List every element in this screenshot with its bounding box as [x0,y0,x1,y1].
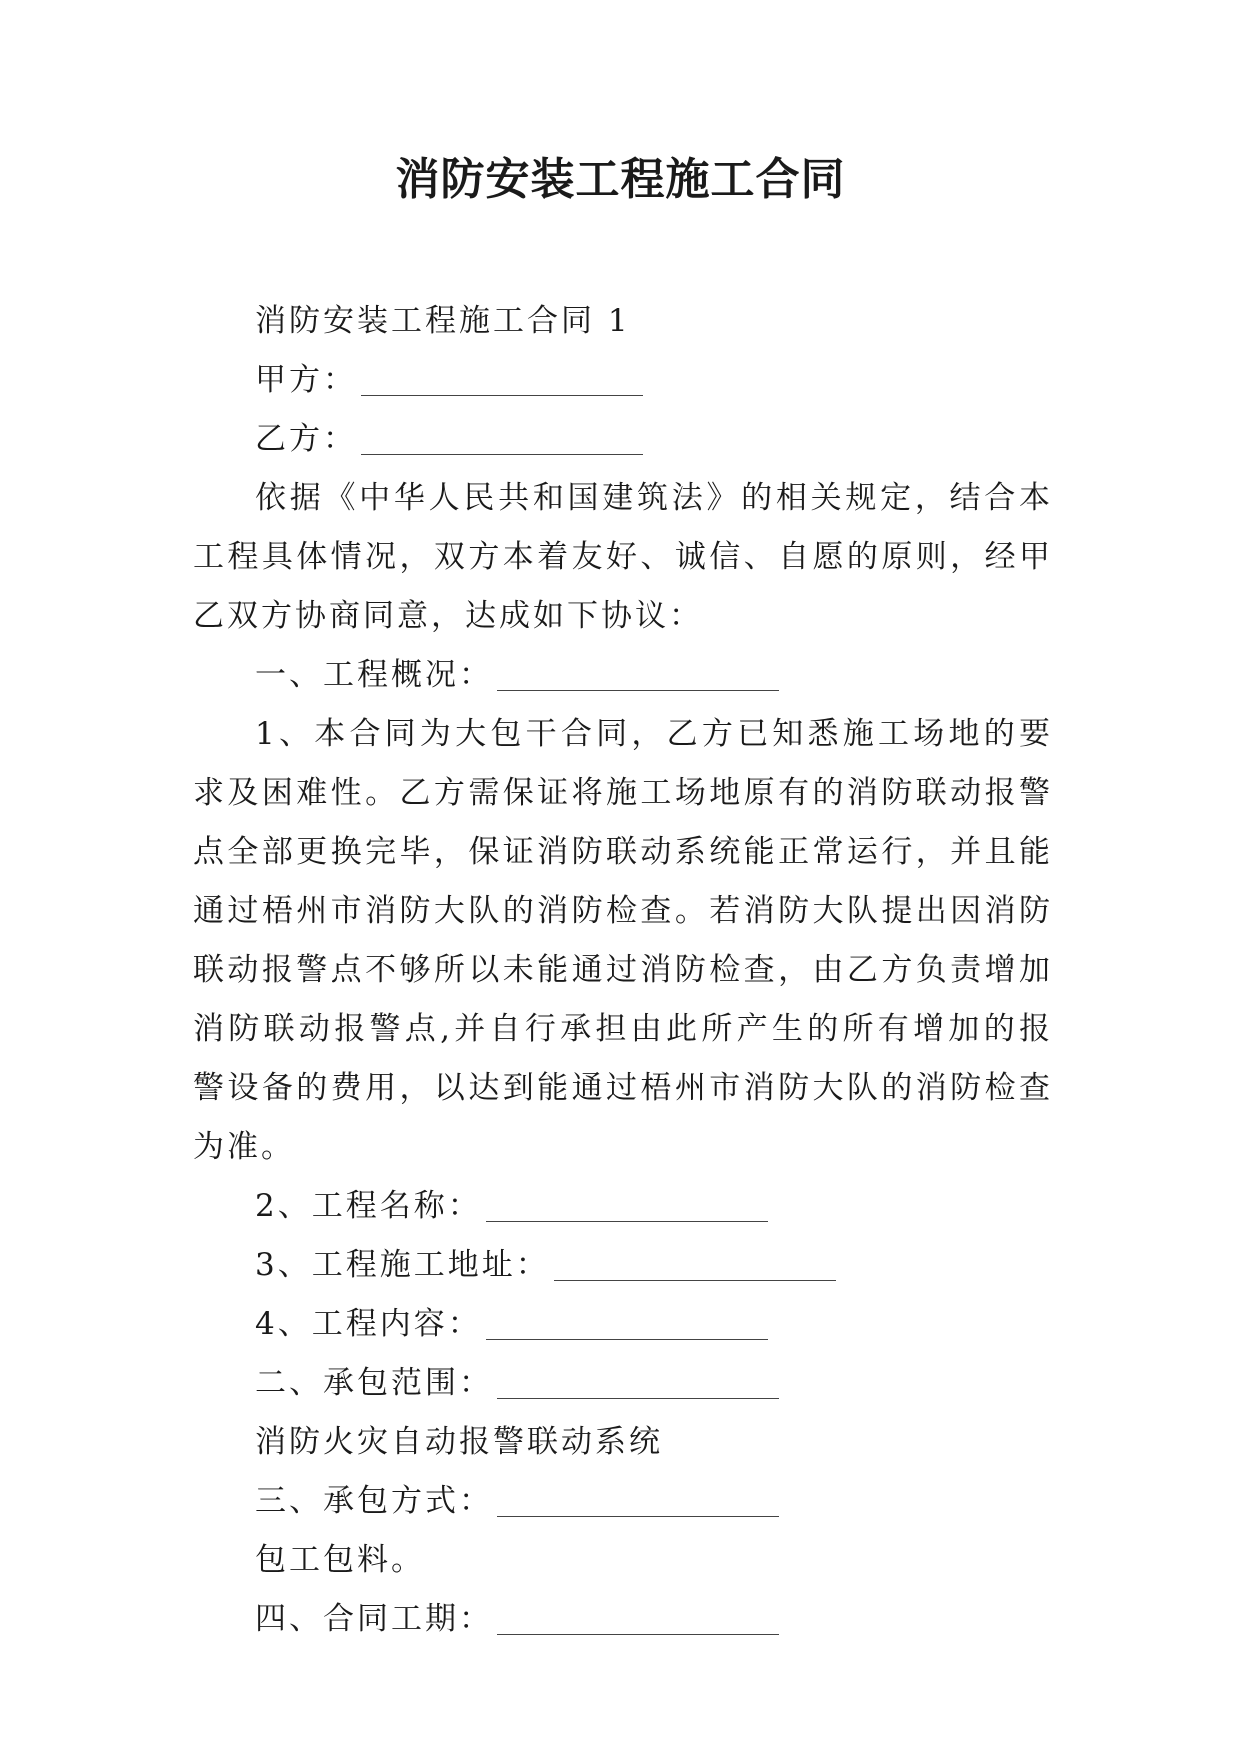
paragraph-clause-2: 2、工程名称： [193,1177,1053,1236]
fill-blank-line [361,393,643,396]
document-title: 消防安装工程施工合同 [395,154,846,205]
paragraph-clause-3: 3、工程施工地址： [193,1236,1053,1295]
paragraph-section-3: 三、承包方式： [193,1472,1053,1531]
paragraph-section-2: 二、承包范围： [193,1354,1053,1413]
paragraph-subtitle: 消防安装工程施工合同 1 [255,303,631,339]
fill-blank-line [497,1514,779,1517]
paragraph-party-b: 乙方： [193,410,1053,469]
fill-blank-line [361,452,643,455]
fill-blank-line [486,1219,768,1222]
paragraph-section-4: 四、合同工期： [193,1590,1053,1649]
paragraph-scope: 消防火灾自动报警联动系统 [255,1424,663,1460]
paragraph-clause-1: 1、本合同为大包干合同，乙方已知悉施工场地的要求及困难性。乙方需保证将施工场地原有的消防联动报警点全部更换完毕，保证消防联动系统能正常运行，并且能通过梧州市消防大队的消防检查。若消防大队提出因消防联动报警点不够所以未能通过消防检查，由乙方负责增加消防联动报警点,并自行承担由此所产生的所有增加的报警设备的费用，以达到能通过梧州市消防大队的消防检查为准。 [193,716,1053,1165]
fill-blank-line [554,1278,836,1281]
fill-blank-line [497,1632,779,1635]
paragraph-clause-4: 4、工程内容： [193,1295,1053,1354]
fill-blank-line [486,1337,768,1340]
paragraph-party-a: 甲方： [193,351,1053,410]
paragraph-section-1: 一、工程概况： [193,646,1053,705]
paragraph-method: 包工包料。 [255,1542,425,1578]
document-body [193,292,1053,1649]
fill-blank-line [497,1396,779,1399]
fill-blank-line [497,688,779,691]
paragraph-preamble: 依据《中华人民共和国建筑法》的相关规定，结合本工程具体情况，双方本着友好、诚信、自愿的原则，经甲乙双方协商同意，达成如下协议： [193,480,1053,634]
